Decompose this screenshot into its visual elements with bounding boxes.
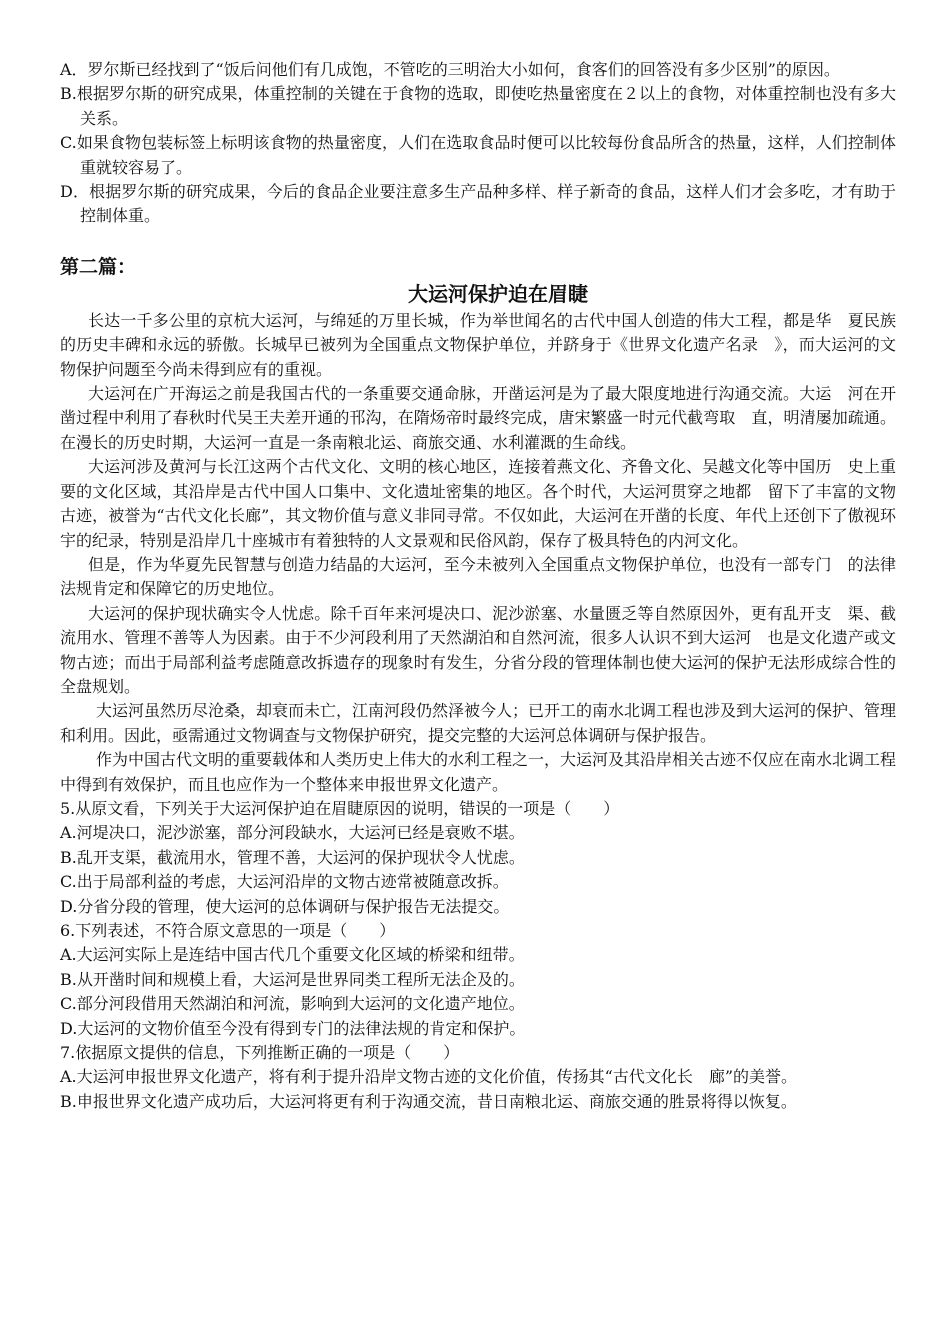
prev-option-a: A．罗尔斯已经找到了“饭后问他们有几成饱，不管吃的三明治大小如何，食客们的回答没有多少区别”的原因。 (60, 60, 840, 79)
question-stem: 6.下列表述，不符合原文意思的一项是（ ） (60, 921, 396, 940)
question-option: D.大运河的文物价值至今没有得到专门的法律法规的肯定和保护。 (60, 1018, 526, 1038)
prev-option-c: C.如果食物包装标签上标明该食物的热量密度，人们在选取食品时便可以比较每份食品所含的热量，这样，人们控制体重就较容易了。 (60, 133, 896, 177)
question-option: D.分省分段的管理，使大运河的总体调研与保护报告无法提交。 (60, 896, 510, 916)
question-stem: 7.依据原文提供的信息，下列推断正确的一项是（ ） (60, 1043, 460, 1063)
article-title: 大运河保护迫在眉睫 (408, 281, 588, 306)
question-option: B.从开凿时间和规模上看，大运河是世界同类工程所无法企及的。 (60, 969, 525, 989)
prev-option-d: D．根据罗尔斯的研究成果，今后的食品企业要注意多生产品种多样、样子新奇的食品，这样人们才会多吃，才有助于控制体重。 (60, 182, 896, 226)
question-option: B.申报世界文化遗产成功后，大运河将更有利于沟通交流，昔日南粮北运、商旅交通的胜景将得以恢复。 (60, 1091, 797, 1111)
question-6 (60, 919, 896, 1041)
question-option: A.河堤决口，泥沙淤塞，部分河段缺水，大运河已经是衰败不堪。 (60, 823, 525, 843)
question-stem: 5.从原文看，下列关于大运河保护迫在眉睫原因的说明，错误的一项是（ ） (60, 798, 620, 818)
question-5 (60, 797, 896, 919)
question-option: A.大运河实际上是连结中国古代几个重要文化区域的桥梁和纽带。 (60, 945, 525, 965)
question-7 (60, 1041, 896, 1114)
question-option: C.部分河段借用天然湖泊和河流，影响到大运河的文化遗产地位。 (60, 994, 525, 1014)
article-paragraph: 大运河的保护现状确实令人忧虑。除千百年来河堤决口、泥沙淤塞、水量匮乏等自然原因外，更有乱开支 渠、截流用水、管理不善等人为因素。由于不少河段利用了天然湖泊和自然河流，很多人认识不到大运河 也是文化遗产或文物古迹；而出于局部利益考虑随意改拆遗存的现象时有发生，分省分段的管理体制也使大运河的保护无法形成综合性的全盘规划。 (60, 603, 896, 696)
article-paragraph: 长达一千多公里的京杭大运河，与绵延的万里长城，作为举世闻名的古代中国人创造的伟大工程，都是华 夏民族的历史丰碑和永远的骄傲。长城早已被列为全国重点文物保护单位，并跻身于《世界文化遗产名录 》，而大运河的文物保护问题至今尚未得到应有的重视。 (60, 310, 896, 379)
question-option: C.出于局部利益的考虑，大运河沿岸的文物古迹常被随意改拆。 (60, 872, 509, 892)
article-paragraph: 大运河虽然历尽沧桑，却衰而未亡，江南河段仍然泽被今人；已开工的南水北调工程也涉及到大运河的保护、管理和利用。因此，亟需通过文物调查与文物保护研究，提交完整的大运河总体调研与保护报告。 (60, 701, 897, 745)
question-option: B.乱开支渠，截流用水，管理不善，大运河的保护现状令人忧虑。 (60, 847, 525, 867)
article-paragraph: 大运河涉及黄河与长江这两个古代文化、文明的核心地区，连接着燕文化、齐鲁文化、吴越文化等中国历 史上重要的文化区域，其沿岸是古代中国人口集中、文化遗址密集的地区。各个时代，大运河贯穿之地都 留下了丰富的文物古迹，被誉为“古代文化长廊”，其文物价值与意义非同寻常。不仅如此，大运河在开凿的长度、年代上还创下了傲视环宇的纪录，特别是沿岸几十座城市有着独特的人文景观和民俗风韵，保存了极具特色的内河文化。 (60, 457, 896, 550)
question-option: A.大运河申报世界文化遗产，将有利于提升沿岸文物古迹的文化价值，传扬其“古代文化长 廊”的美誉。 (60, 1067, 798, 1087)
article-paragraph: 大运河在广开海运之前是我国古代的一条重要交通命脉，开凿运河是为了最大限度地进行沟通交流。大运 河在开凿过程中利用了春秋时代吴王夫差开通的邗沟，在隋炀帝时最终完成，唐宋繁盛一时元代截弯取 直，明清屡加疏通。在漫长的历史时期，大运河一直是一条南粮北运、商旅交通、水利灌溉的生命线。 (60, 384, 896, 452)
article-body (60, 309, 896, 797)
section-heading: 第二篇： (60, 255, 137, 278)
prev-option-b: B.根据罗尔斯的研究成果，体重控制的关键在于食物的选取，即使吃热量密度在２以上的食物，对体重控制也没有多大关系。 (60, 84, 896, 128)
exam-page (60, 58, 896, 1114)
prev-question-options (60, 58, 896, 229)
article-paragraph: 但是，作为华夏先民智慧与创造力结晶的大运河，至今未被列入全国重点文物保护单位，也没有一部专门 的法律法规肯定和保障它的历史地位。 (60, 554, 896, 599)
article-paragraph: 作为中国古代文明的重要载体和人类历史上伟大的水利工程之一，大运河及其沿岸相关古迹不仅应在南水北调工程中得到有效保护，而且也应作为一个整体来申报世界文化遗产。 (60, 750, 897, 794)
